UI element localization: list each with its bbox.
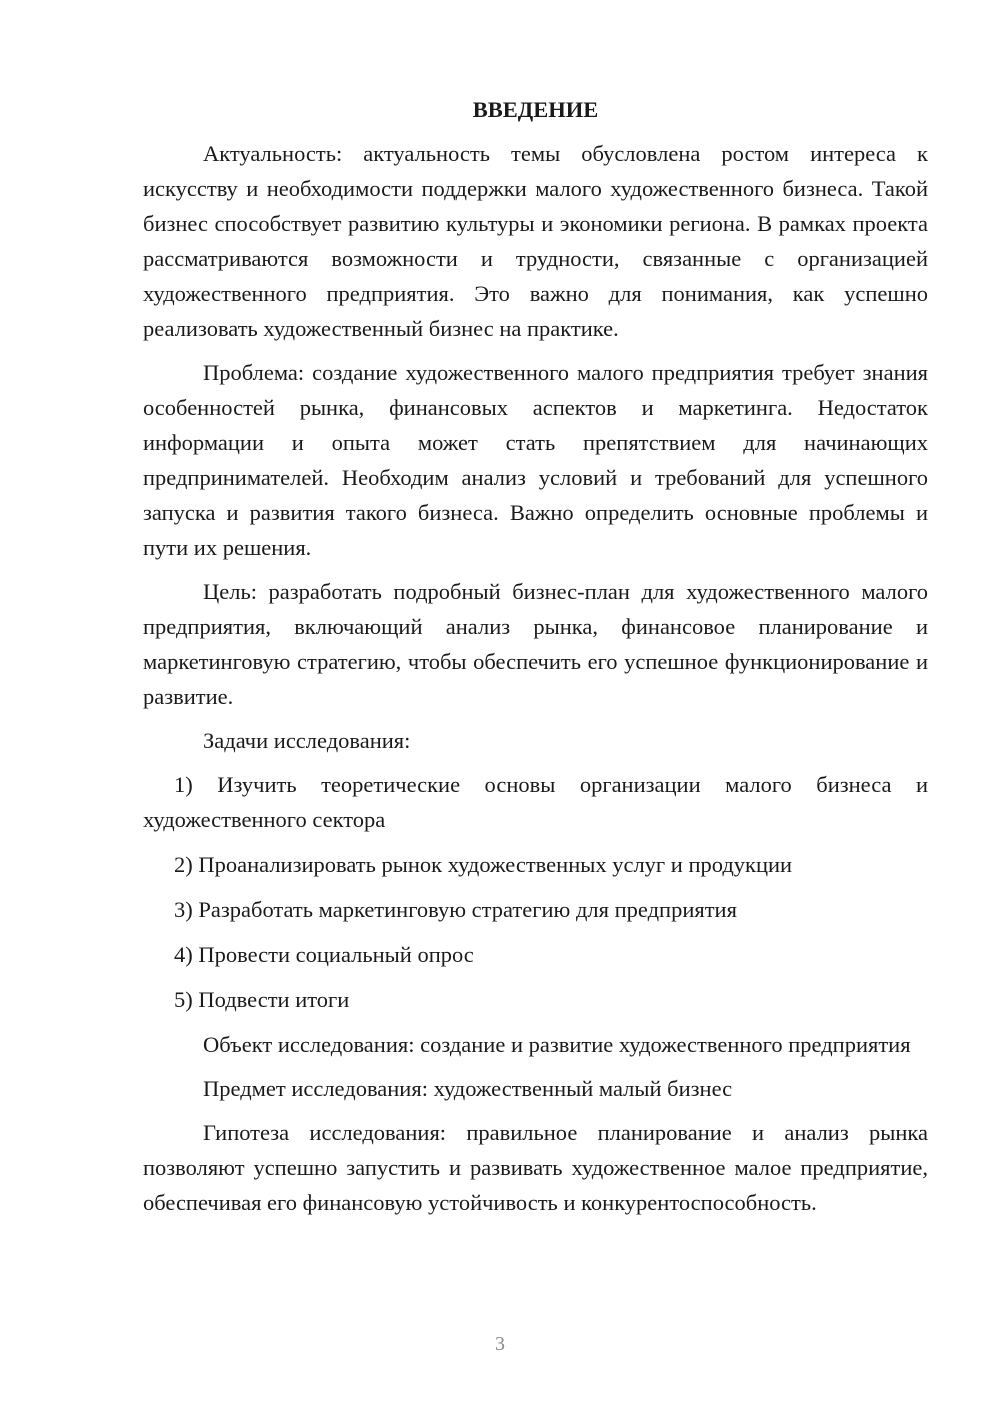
paragraph-subject: Предмет исследования: художественный малый бизнес [203,1076,733,1101]
tasks-heading: Задачи исследования: [203,728,411,753]
task-item: 5) Подвести итоги [174,987,350,1012]
paragraph-hypothesis: Гипотеза исследования: правильное планирование и анализ рынка позволяют успешно запустить и развивать художественное малое предприятие, обеспечивая его финансовую устойчивость и конкурентоспособность. [143,1120,928,1215]
task-item: 3) Разработать маркетинговую стратегию для предприятия [174,897,737,922]
paragraph-problem: Проблема: создание художественного малого предприятия требует знания особенностей рынка, финансовых аспектов и маркетинга. Недостаток информации и опыта может стать препятствием для начинающих предпринимателей. Необходим анализ условий и требований для успешного запуска и развития такого бизнеса. Важно определить основные проблемы и пути их решения. [143,360,928,560]
paragraph-goal: Цель: разработать подробный бизнес-план для художественного малого предприятия, включающий анализ рынка, финансовое планирование и маркетинговую стратегию, чтобы обеспечить его успешное функционирование и развитие. [143,579,928,709]
task-item: 2) Проанализировать рынок художественных услуг и продукции [174,852,793,877]
paragraph-object: Объект исследования: создание и развитие художественного предприятия [203,1032,911,1057]
task-item: 1) Изучить теоретические основы организации малого бизнеса и художественного сектора [143,772,928,832]
paragraph-relevance: Актуальность: актуальность темы обусловлена ростом интереса к искусству и необходимости поддержки малого художественного бизнеса. Такой бизнес способствует развитию культуры и экономики региона. В рамках проекта рассматриваются возможности и трудности, связанные с организацией художественного предприятия. Это важно для понимания, как успешно реализовать художественный бизнес на практике. [143,141,928,341]
tasks-list [143,767,928,1017]
document-body [143,92,928,1229]
task-item: 4) Провести социальный опрос [174,942,474,967]
page-number: 3 [495,1333,505,1355]
document-title: ВВЕДЕНИЕ [472,97,599,122]
